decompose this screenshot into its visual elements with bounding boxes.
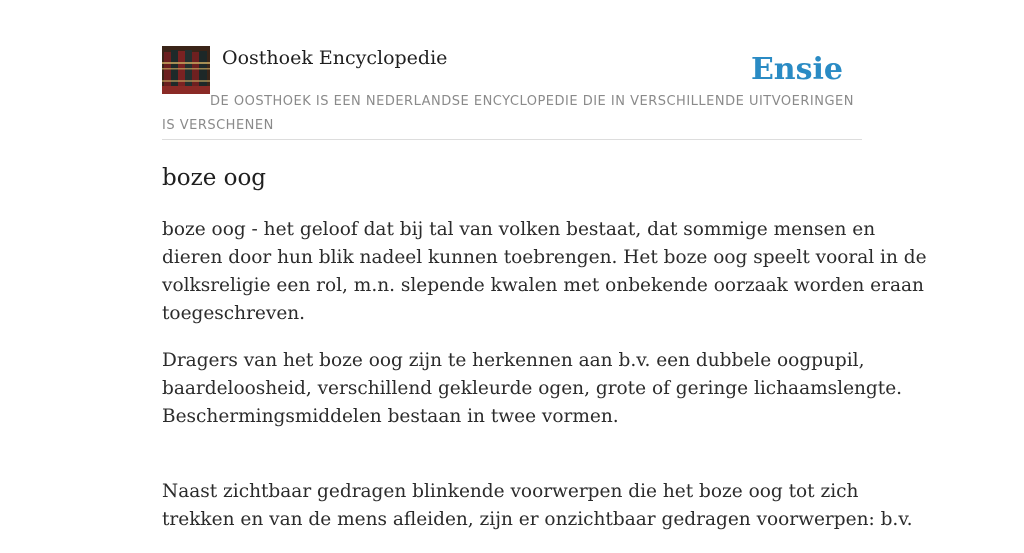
ensie-logo[interactable]: Ensie (750, 52, 843, 87)
article-paragraph (162, 347, 903, 431)
text-line: trekken en van de mens afleiden, zijn er onzichtbaar gedragen voorwerpen: b.v. (162, 509, 913, 530)
article-title: boze oog (162, 165, 267, 191)
text-line: toegeschreven. (162, 303, 306, 324)
paragraph-break (162, 450, 862, 478)
article-body (162, 216, 927, 553)
site-title[interactable]: Oosthoek Encyclopedie (222, 47, 448, 69)
books-icon (162, 46, 210, 94)
encyclopedia-books-avatar[interactable] (162, 46, 210, 94)
article-paragraph (162, 478, 913, 534)
text-line: Beschermingsmiddelen bestaan in twee vormen. (162, 406, 619, 427)
site-tagline: DE OOSTHOEK IS EEN NEDERLANDSE ENCYCLOPEDIE DIE IN VERSCHILLENDE UITVOERINGEN IS VERSCHENEN (162, 94, 854, 133)
text-line: boze oog - het geloof dat bij tal van volken bestaat, dat sommige mensen en (162, 219, 876, 240)
header-divider (162, 139, 862, 140)
text-line: Naast zichtbaar gedragen blinkende voorwerpen die het boze oog tot zich (162, 481, 859, 502)
text-line: volksreligie een rol, m.n. slepende kwalen met onbekende oorzaak worden eraan (162, 275, 924, 296)
article-paragraph (162, 216, 927, 328)
text-line: dieren door hun blik nadeel kunnen toebrengen. Het boze oog speelt vooral in de (162, 247, 927, 268)
text-line: baardeloosheid, verschillend gekleurde ogen, grote of geringe lichaamslengte. (162, 378, 903, 399)
text-line: Dragers van het boze oog zijn te herkennen aan b.v. een dubbele oogpupil, (162, 350, 865, 371)
